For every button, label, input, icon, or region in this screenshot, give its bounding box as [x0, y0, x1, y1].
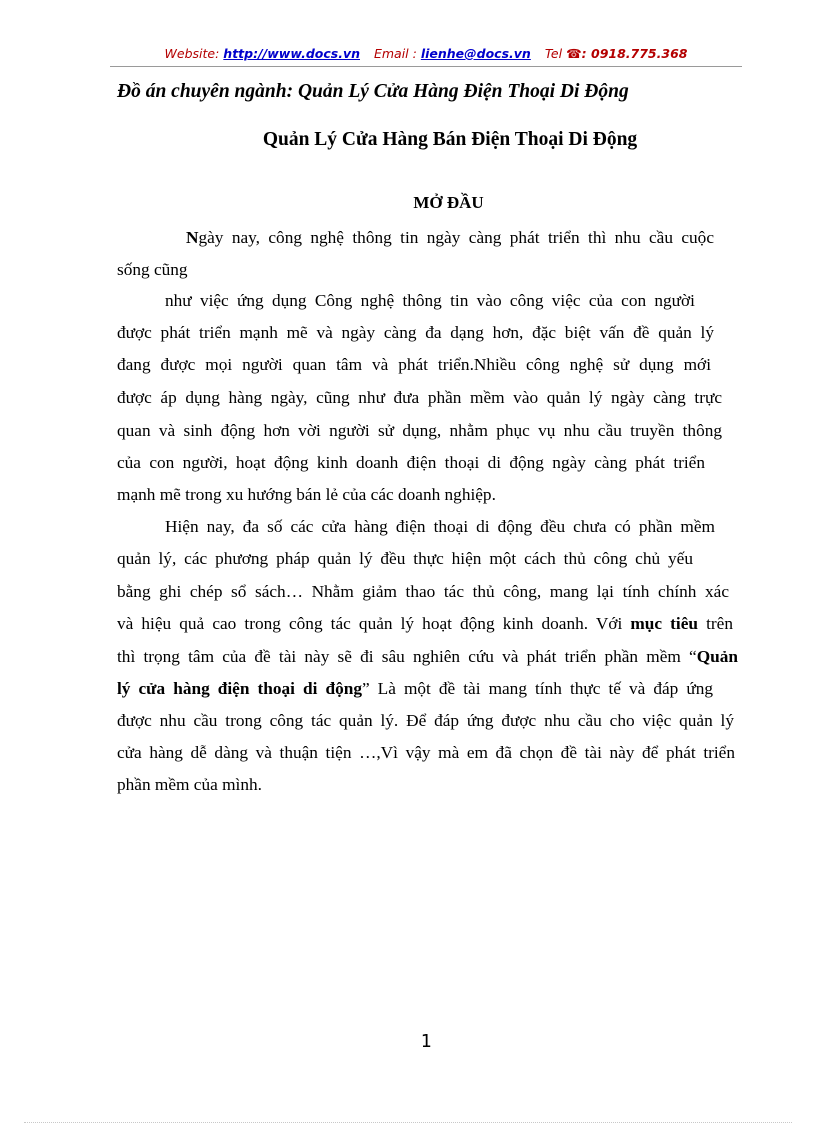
email-label: Email : — [373, 46, 417, 61]
paragraph-line: quản lý, các phương pháp quản lý đều thực hiện một cách thủ công chủ yếu — [117, 549, 693, 568]
paragraph-line: được nhu cầu trong công tác quản lý. Để đáp ứng được nhu cầu cho việc quản lý — [117, 711, 734, 730]
paragraph-line: như việc ứng dụng Công nghệ thông tin vào công việc của con người — [165, 291, 695, 310]
paragraph-line: Ngày nay, công nghệ thông tin ngày càng phát triển thì nhu cầu cuộc — [186, 228, 714, 247]
website-label: Website: — [164, 46, 220, 61]
paragraph-line: đang được mọi người quan tâm và phát triển.Nhiều công nghệ sử dụng mới — [117, 355, 711, 374]
document-title: Quản Lý Cửa Hàng Bán Điện Thoại Di Động — [262, 129, 638, 150]
running-title: Đồ án chuyên ngành: Quản Lý Cửa Hàng Điện Thoại Di Động — [117, 81, 629, 102]
page-number: 1 — [420, 1031, 432, 1052]
paragraph-line: thì trọng tâm của đề tài này sẽ đi sâu nghiên cứu và phát triển phần mềm “Quản — [117, 647, 738, 666]
paragraph-line: được phát triển mạnh mẽ và ngày càng đa dạng hơn, đặc biệt vấn đề quản lý — [117, 323, 714, 342]
header-divider — [110, 66, 742, 67]
website-link[interactable]: http://www.docs.vn — [223, 46, 360, 61]
paragraph-line: được áp dụng hàng ngày, cũng như đưa phần mềm vào quản lý ngày càng trực — [117, 388, 722, 407]
email-link[interactable]: lienhe@docs.vn — [420, 46, 531, 61]
paragraph-line: mạnh mẽ trong xu hướng bán lẻ của các doanh nghiệp. — [117, 485, 496, 504]
emphasis-topic-start: Quản — [696, 647, 738, 666]
website-header — [110, 46, 742, 66]
paragraph-line: lý cửa hàng điện thoại di động” Là một đề tài mang tính thực tế và đáp ứng — [117, 679, 713, 698]
emphasis-topic-end: lý cửa hàng điện thoại di động — [117, 679, 362, 698]
paragraph-line: bằng ghi chép sổ sách… Nhằm giảm thao tác thủ công, mang lại tính chính xác — [117, 582, 729, 601]
paragraph-line: Hiện nay, đa số các cửa hàng điện thoại di động đều chưa có phần mềm — [165, 517, 715, 536]
paragraph-line: sống cũng — [117, 260, 188, 279]
paragraph-line: của con người, hoạt động kinh doanh điện thoại di động ngày càng phát triển — [117, 453, 705, 472]
paragraph-line: và hiệu quả cao trong công tác quản lý hoạt động kinh doanh. Với mục tiêu trên — [117, 614, 733, 633]
emphasis-goal: mục tiêu — [630, 614, 699, 633]
tel-number: : 0918.775.368 — [581, 46, 688, 61]
phone-icon: ☎ — [566, 46, 582, 61]
paragraph-line: cửa hàng dễ dàng và thuận tiện …,Vì vậy mà em đã chọn đề tài này để phát triển — [117, 743, 735, 762]
paragraph-line: quan và sinh động hơn vời người sử dụng, nhằm phục vụ nhu cầu truyền thông — [117, 421, 722, 440]
tel-label: Tel — [544, 46, 563, 61]
drop-letter: N — [186, 228, 199, 247]
paragraph-line: phần mềm của mình. — [117, 775, 262, 794]
section-heading: MỞ ĐẦU — [413, 193, 484, 212]
